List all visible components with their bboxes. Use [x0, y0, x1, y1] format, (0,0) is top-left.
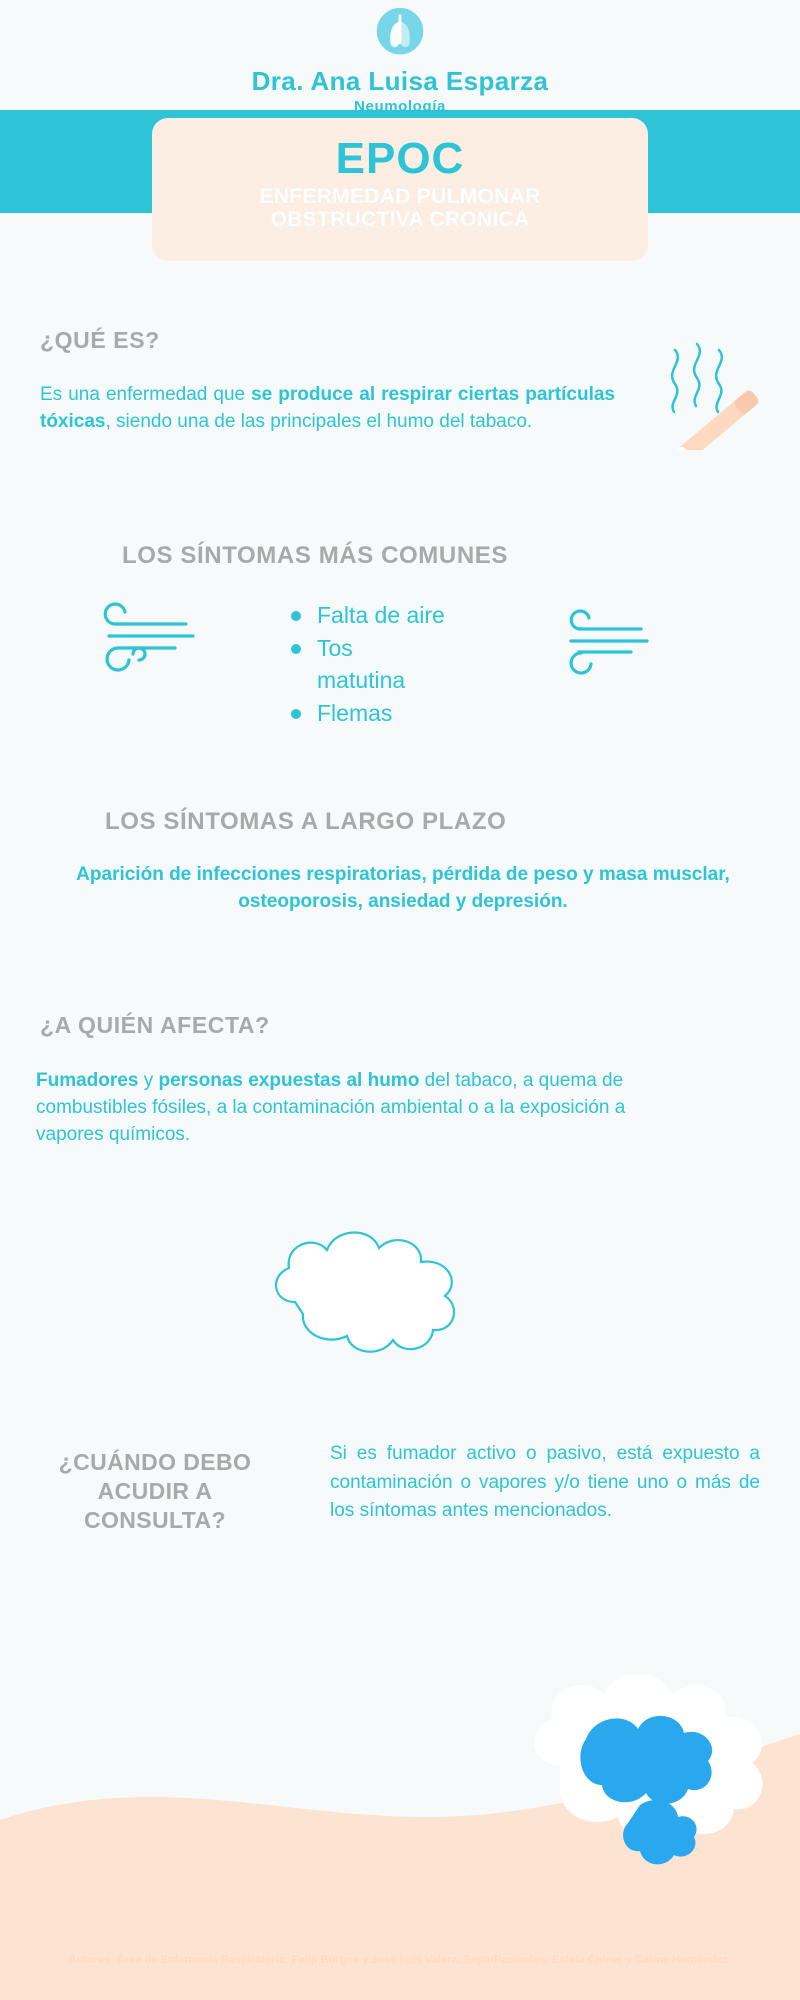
heading-when-to-consult: ¿CUÁNDO DEBO ACUDIR A CONSULTA? [58, 1449, 252, 1533]
heading-common-symptoms: LOS SÍNTOMAS MÁS COMUNES [122, 542, 508, 569]
list-item: matutina [317, 667, 406, 694]
who-rest: del tabaco, a quema de combustibles fósiles, a la contaminación ambiental o a la exposición a vapores químicos. [36, 1070, 626, 1145]
cigarette-icon [640, 340, 790, 450]
doctor-name: Dra. Ana Luisa Esparza [251, 66, 549, 96]
brand-header [0, 6, 800, 115]
who-bold-2: personas expuestas al humo [158, 1070, 420, 1091]
wind-swirl-left-icon [95, 590, 225, 690]
doctor-specialty: Neumología [354, 98, 446, 115]
smoke-cloud-icon [255, 1210, 515, 1370]
who-mid: y [138, 1070, 159, 1091]
title-card [152, 118, 648, 261]
what-is-text-2: , siendo una de las principales el humo del tabaco. [105, 410, 533, 432]
heading-long-term: LOS SÍNTOMAS A LARGO PLAZO [105, 808, 507, 835]
list-item: Falta de aire [285, 600, 545, 631]
who-bold-1: Fumadores [36, 1070, 139, 1091]
what-is-text-bold: se produce al respirar ciertas partículas tóxicas [40, 384, 615, 432]
heading-who-affects: ¿A QUIÉN AFECTA? [40, 1012, 270, 1038]
wind-swirl-right-icon [555, 600, 675, 690]
blue-cloud-decoration [490, 1655, 780, 1895]
paragraph-when-to-consult: Si es fumador activo o pasivo, está expuesto a contaminación o vapores y/o tiene uno o más de los síntomas antes mencionados. [330, 1443, 760, 1521]
list-item: Flemas [285, 698, 545, 729]
page-subtitle [152, 186, 648, 231]
heading-what-is: ¿QUÉ ES? [40, 327, 160, 353]
page-title: EPOC [335, 134, 465, 183]
page-subtitle-line1: ENFERMEDAD PULMONAR [259, 185, 541, 209]
lung-logo-icon [371, 6, 429, 64]
common-symptoms-list [285, 600, 545, 730]
paragraph-who-affects [36, 1068, 666, 1149]
footer-credits: Autores: Área de Enfermería Respiratoria: Felip Burgos y José Luis Valera. SeparPacientes: Estela Chiner y Carme Hernández. [68, 1953, 732, 1966]
list-item: Tos [285, 633, 545, 664]
paragraph-what-is [40, 382, 615, 436]
page-subtitle-line2: OBSTRUCTIVA CRONICA [270, 207, 530, 231]
what-is-text-1: Es una enfermedad que [40, 384, 252, 405]
paragraph-long-term: Aparición de infecciones respiratorias, pérdida de peso y masa musclar, osteoporosis, ansiedad y depresión. [76, 864, 730, 912]
